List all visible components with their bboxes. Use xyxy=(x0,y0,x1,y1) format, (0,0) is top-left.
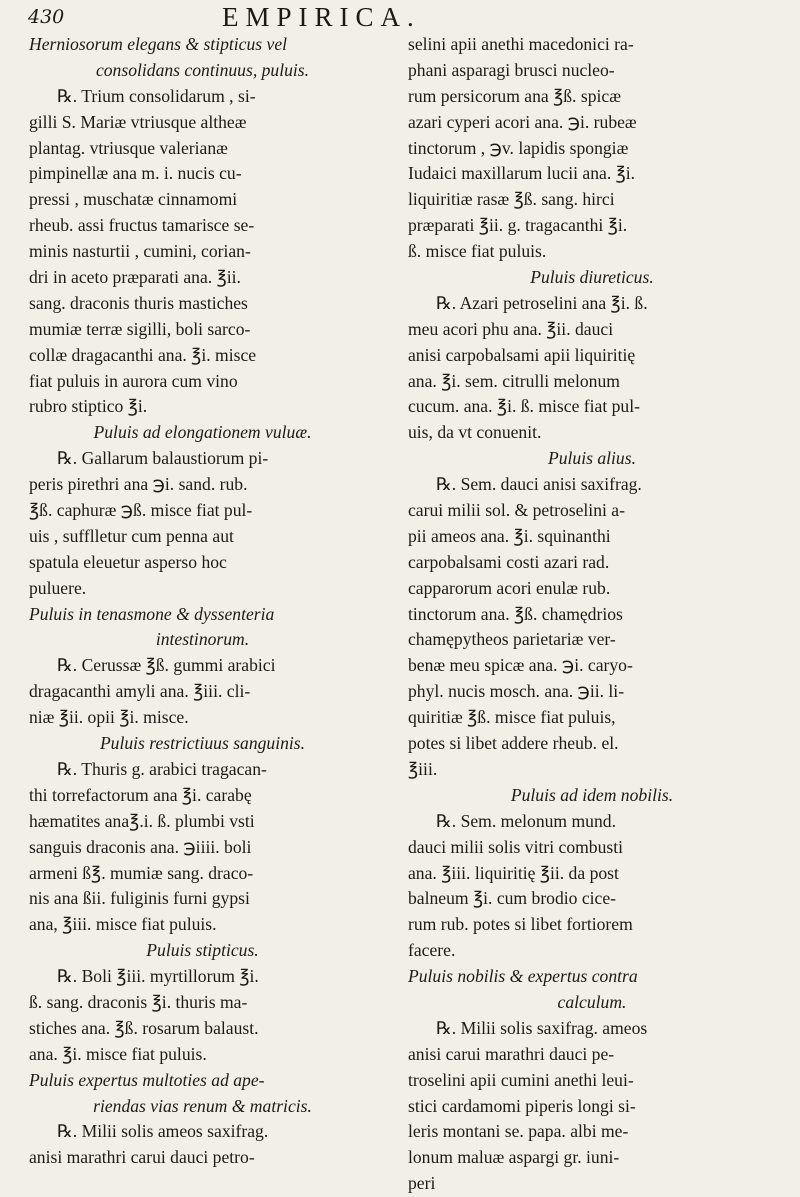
recipe-heading: Puluis expertus multoties ad ape- xyxy=(29,1069,265,1090)
text-line: thi torrefactorum ana ℥i. carabę xyxy=(29,784,252,805)
text-line: tinctorum ana. ℥ß. chamędrios xyxy=(408,603,623,624)
recipe-heading: Puluis alius. xyxy=(548,448,636,469)
text-line: liquiritiæ rasæ ℥ß. sang. hirci xyxy=(408,189,615,210)
text-line: sang. draconis thuris mastiches xyxy=(29,292,248,313)
text-line: ℞. Thuris g. arabici tragacan- xyxy=(57,758,267,779)
text-line: præparati ℥ii. g. tragacanthi ℥i. xyxy=(408,215,628,236)
text-line: ana, ℥iii. misce fiat puluis. xyxy=(29,914,217,935)
recipe-heading: Puluis restrictiuus sanguinis. xyxy=(99,733,306,754)
text-line: stiches ana. ℥ß. rosarum balaust. xyxy=(29,1017,259,1038)
text-line: rum rub. potes si libet fortiorem xyxy=(408,914,633,935)
text-line: anisi carpobalsami apii liquiritię xyxy=(408,344,636,365)
text-line: anisi marathri carui dauci petro- xyxy=(29,1147,255,1168)
text-line: leris montani se. papa. albi me- xyxy=(408,1121,629,1142)
text-line: phani asparagi brusci nucleo- xyxy=(408,59,615,80)
recipe-heading: Puluis nobilis & expertus contra xyxy=(408,966,638,987)
text-line: ℞. Sem. dauci anisi saxifrag. xyxy=(436,474,642,495)
recipe-heading: intestinorum. xyxy=(155,629,250,650)
text-line: dauci milii solis vitri combusti xyxy=(408,836,624,857)
text-line: dragacanthi amyli ana. ℥iii. cli- xyxy=(29,681,251,702)
text-line: ℞. Sem. melonum mund. xyxy=(436,810,616,831)
text-line: fiat puluis in aurora cum vino xyxy=(29,370,238,391)
text-line: rheub. assi fructus tamarisce se- xyxy=(29,215,255,236)
text-line: ana. ℥i. misce fiat puluis. xyxy=(29,1043,207,1064)
running-head: EMPIRICA. xyxy=(222,2,421,32)
text-line: lonum maluæ aspargi gr. iuni- xyxy=(408,1147,620,1168)
text-line: gilli S. Mariæ vtriusque altheæ xyxy=(29,111,247,132)
text-line: cucum. ana. ℥i. ß. misce fiat pul- xyxy=(408,396,640,417)
text-line: quiritiæ ℥ß. misce fiat puluis, xyxy=(408,707,616,728)
text-line: ℞. Milii solis ameos saxifrag. xyxy=(57,1121,269,1142)
text-line: ana. ℥iii. liquiritię ℥ii. da post xyxy=(408,862,619,883)
text-line: mumiæ terræ sigilli, boli sarco- xyxy=(29,318,251,339)
text-line: balneum ℥i. cum brodio cice- xyxy=(408,888,617,909)
text-line: niæ ℥ii. opii ℥i. misce. xyxy=(29,707,189,728)
text-line: ß. sang. draconis ℥i. thuris ma- xyxy=(29,991,248,1012)
text-line: ℥iii. xyxy=(408,758,438,779)
text-line: tinctorum , ℈v. lapidis spongiæ xyxy=(408,137,629,158)
text-line: meu acori phu ana. ℥ii. dauci xyxy=(408,318,614,339)
text-line: benæ meu spicæ ana. ℈i. caryo- xyxy=(408,655,633,676)
text-line: ℞. Trium consolidarum , si- xyxy=(57,85,256,106)
text-line: ana. ℥i. sem. citrulli melonum xyxy=(408,370,620,391)
text-line: rum persicorum ana ℥ß. spicæ xyxy=(408,85,621,106)
text-line: collæ dragacanthi ana. ℥i. misce xyxy=(29,344,257,365)
text-line: troselini apii cumini anethi leui- xyxy=(408,1069,634,1090)
text-line: armeni ß℥. mumiæ sang. draco- xyxy=(29,862,254,883)
text-line: azari cyperi acori ana. ℈i. rubeæ xyxy=(408,111,637,132)
text-line: hæmatites ana℥.i. ß. plumbi vsti xyxy=(29,810,255,831)
text-line: ℞. Gallarum balaustiorum pi- xyxy=(57,448,269,469)
left-column xyxy=(29,32,376,1171)
recipe-heading: Puluis diureticus. xyxy=(530,267,654,288)
page-header xyxy=(22,2,762,34)
text-line: sanguis draconis ana. ℈iiii. boli xyxy=(29,836,252,857)
text-line: peris pirethri ana ℈i. sand. rub. xyxy=(29,474,248,495)
page-number: 430 xyxy=(28,6,65,28)
text-line: anisi carui marathri dauci pe- xyxy=(408,1043,615,1064)
text-line: dri in aceto præparati ana. ℥ii. xyxy=(29,267,241,288)
recipe-heading: Puluis in tenasmone & dyssenteria xyxy=(29,603,275,624)
recipe-heading: Herniosorum elegans & stipticus vel xyxy=(29,34,288,54)
text-line: uis, da vt conuenit. xyxy=(408,422,542,443)
text-line: nis ana ßii. fuliginis furni gypsi xyxy=(29,888,250,909)
text-line: ℞. Boli ℥iii. myrtillorum ℥i. xyxy=(57,966,259,987)
recipe-heading: Puluis ad elongationem vuluæ. xyxy=(93,422,312,443)
text-line: stici cardamomi piperis longi si- xyxy=(408,1095,636,1116)
recipe-heading: consolidans continuus, puluis. xyxy=(95,59,310,80)
text-line: potes si libet addere rheub. el. xyxy=(408,733,619,754)
text-line: ℥ß. caphuræ ℈ß. misce fiat pul- xyxy=(29,500,253,521)
text-line: ß. misce fiat puluis. xyxy=(408,241,547,262)
text-line: carui milii sol. & petroselini a- xyxy=(408,500,625,521)
text-line: minis nasturtii , cumini, corian- xyxy=(29,241,251,262)
text-line: carpobalsami costi azari rad. xyxy=(408,551,610,572)
text-line: spatula eleuetur asperso hoc xyxy=(29,551,227,572)
recipe-heading: Puluis ad idem nobilis. xyxy=(510,784,674,805)
text-line: uis , sufflletur cum penna aut xyxy=(29,525,234,546)
right-column xyxy=(408,32,776,1197)
text-line: rubro stiptico ℥i. xyxy=(29,396,148,417)
text-line: ℞. Milii solis saxifrag. ameos xyxy=(436,1017,648,1038)
recipe-heading: riendas vias renum & matricis. xyxy=(93,1095,312,1116)
text-line: ℞. Azari petroselini ana ℥i. ß. xyxy=(436,292,648,313)
text-line: phyl. nucis mosch. ana. ℈ii. li- xyxy=(408,681,625,702)
text-line: facere. xyxy=(408,940,456,961)
text-line: pressi , muschatæ cinnamomi xyxy=(29,189,238,210)
text-line: pii ameos ana. ℥i. squinanthi xyxy=(408,525,611,546)
text-line: selini apii anethi macedonici ra- xyxy=(408,34,634,54)
text-line: peri xyxy=(408,1173,436,1194)
text-line: pimpinellæ ana m. i. nucis cu- xyxy=(29,163,242,184)
recipe-heading: Puluis stipticus. xyxy=(146,940,259,961)
text-line: plantag. vtriusque valerianæ xyxy=(29,137,228,158)
text-line: capparorum acori enulæ rub. xyxy=(408,577,611,598)
text-line: ℞. Cerussæ ℥ß. gummi arabici xyxy=(57,655,276,676)
text-line: chamępytheos parietariæ ver- xyxy=(408,629,616,650)
text-line: Iudaici maxillarum lucii ana. ℥i. xyxy=(408,163,636,184)
recipe-heading: calculum. xyxy=(557,991,627,1012)
text-line: puluere. xyxy=(29,577,87,598)
